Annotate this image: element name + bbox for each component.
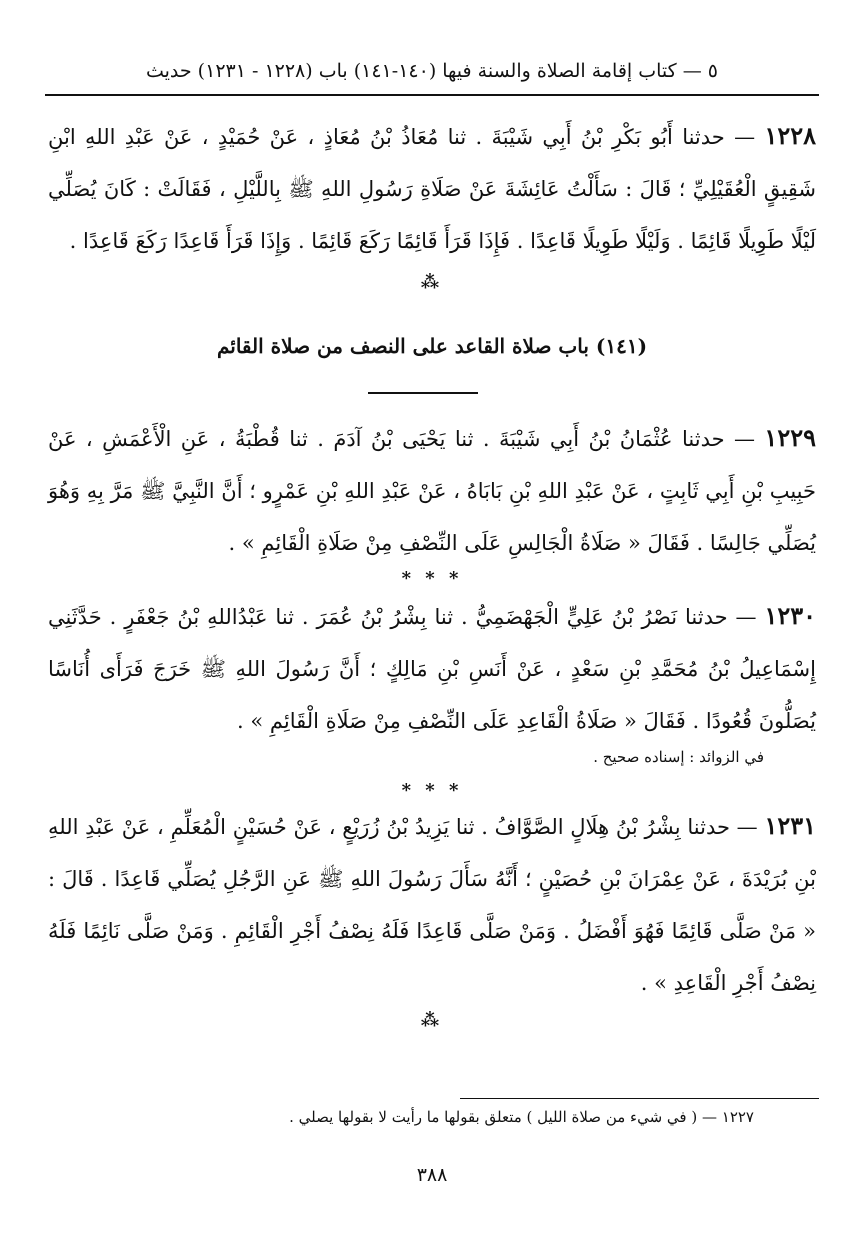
hadith-text: — حدثنا عُثْمَانُ بْنُ أَبِي شَيْبَةَ . ثنا يَحْيَى بْنُ آدَمَ . ثنا قُطْبَةُ ، عَنِ الْأَعْمَشِ ، عَنْ حَبِيبِ بْنِ أَبِي ثَابِتٍ ، عَنْ عَبْدِ اللهِ بْنِ بَابَاهُ ، عَنْ عَبْدِ اللهِ بْنِ عَمْرٍو ؛ أَنَّ النَّبِيَّ ﷺ مَرَّ بِهِ وَهُوَ يُصَلِّي جَالِسًا . فَقَالَ « صَلَاةُ الْجَالِسِ عَلَى النِّصْفِ مِنْ صَلَاةِ الْقَائِمِ » . bbox=[48, 427, 816, 555]
chapter-heading: (١٤١) باب صلاة القاعد على النصف من صلاة القائم bbox=[216, 334, 648, 358]
hadith-text: — حدثنا بِشْرُ بْنُ هِلَالٍ الصَّوَّافُ . ثنا يَزِيدُ بْنُ زُرَيْعٍ ، عَنْ حُسَيْنٍ الْمُعَلِّمِ ، عَنْ عَبْدِ اللهِ بْنِ بُرَيْدَةَ ، عَنْ عِمْرَانَ بْنِ حُصَيْنٍ ؛ أَنَّهُ سَأَلَ رَسُولَ اللهِ ﷺ عَنِ الرَّجُلِ يُصَلِّي قَاعِدًا . قَالَ : « مَنْ صَلَّى قَائِمًا فَهُوَ أَفْضَلُ . وَمَنْ صَلَّى قَاعِدًا فَلَهُ نِصْفُ أَجْرِ الْقَائِمِ . وَمَنْ صَلَّى نَائِمًا فَلَهُ نِصْفُ أَجْرِ الْقَاعِدِ » . bbox=[48, 815, 816, 995]
zawaid-note: في الزوائد : إسناده صحيح . bbox=[593, 748, 764, 766]
asterism-separator: ⁂ bbox=[420, 1010, 444, 1031]
chapter-divider bbox=[368, 392, 478, 394]
triple-star-separator: * * * bbox=[401, 568, 463, 589]
hadith-1229 bbox=[48, 412, 816, 569]
hadith-text: — حدثنا نَصْرُ بْنُ عَلِيٍّ الْجَهْضَمِيُّ . ثنا بِشْرُ بْنُ عُمَرَ . ثنا عَبْدُاللهِ بْنُ جَعْفَرٍ . حَدَّثَنِي إِسْمَاعِيلُ بْنُ مُحَمَّدِ بْنِ سَعْدٍ ، عَنْ أَنَسِ بْنِ مَالِكٍ ؛ أَنَّ رَسُولَ اللهِ ﷺ خَرَجَ فَرَأَى أُنَاسًا يُصَلُّونَ قُعُودًا . فَقَالَ « صَلَاةُ الْقَاعِدِ عَلَى النِّصْفِ مِنْ صَلَاةِ الْقَائِمِ » . bbox=[48, 605, 816, 733]
hadith-number: ١٢٣٠ bbox=[764, 601, 816, 630]
hadith-1231 bbox=[48, 800, 816, 1009]
hadith-number: ١٢٢٩ bbox=[764, 423, 816, 452]
hadith-number: ١٢٢٨ bbox=[764, 121, 816, 150]
hadith-number: ١٢٣١ bbox=[764, 811, 816, 840]
footnote: ١٢٢٧ — ( في شيء من صلاة الليل ) متعلق بقولها ما رأيت لا بقولها يصلي . bbox=[289, 1108, 754, 1126]
footnote-divider bbox=[460, 1098, 819, 1099]
asterism-separator: ⁂ bbox=[420, 272, 444, 293]
header-divider bbox=[45, 94, 819, 96]
page-number: ٣٨٨ bbox=[416, 1164, 448, 1186]
hadith-text: — حدثنا أَبُو بَكْرِ بْنُ أَبِي شَيْبَةَ . ثنا مُعَاذُ بْنُ مُعَاذٍ ، عَنْ حُمَيْدٍ ، عَنْ عَبْدِ اللهِ ابْنِ شَقِيقٍ الْعُقَيْلِيِّ ؛ قَالَ : سَأَلْتُ عَائِشَةَ عَنْ صَلَاةِ رَسُولِ اللهِ ﷺ بِاللَّيْلِ ، فَقَالَتْ : كَانَ يُصَلِّي لَيْلًا طَوِيلًا قَائِمًا . وَلَيْلًا طَوِيلًا قَاعِدًا . فَإِذَا قَرَأَ قَائِمًا رَكَعَ قَائِمًا . وَإِذَا قَرَأَ قَاعِدًا رَكَعَ قَاعِدًا . bbox=[48, 125, 816, 253]
running-header: ٥ — كتاب إقامة الصلاة والسنة فيها (١٤٠-١٤١) باب (١٢٢٨ - ١٢٣١) حديث bbox=[145, 60, 719, 82]
hadith-1228 bbox=[48, 110, 816, 267]
triple-star-separator: * * * bbox=[401, 780, 463, 801]
hadith-1230 bbox=[48, 590, 816, 747]
